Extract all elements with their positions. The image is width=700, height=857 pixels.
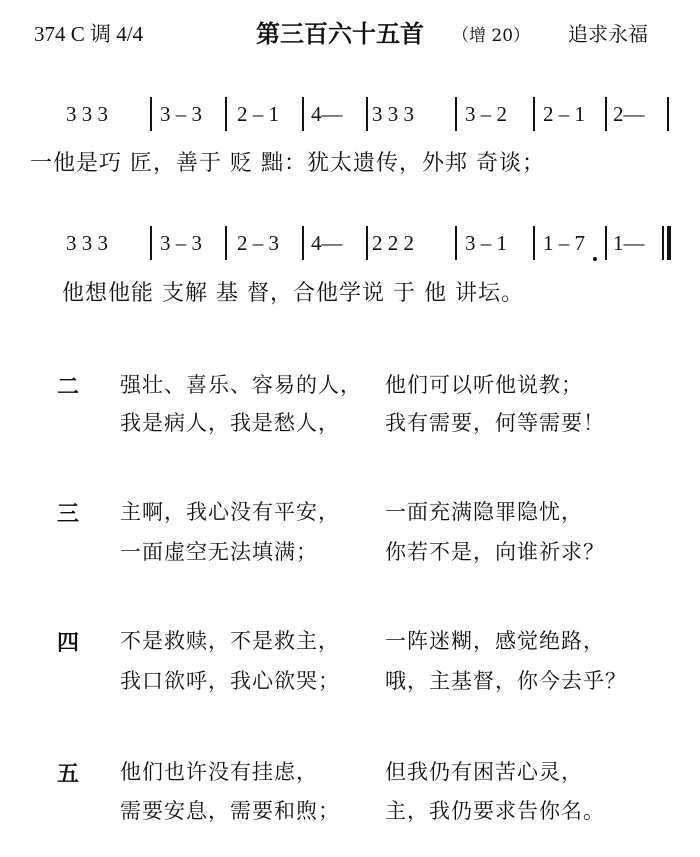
barline bbox=[605, 226, 607, 260]
barline bbox=[225, 226, 227, 260]
low-octave-dot bbox=[593, 257, 597, 261]
barline bbox=[225, 97, 227, 131]
barline bbox=[533, 226, 535, 260]
measure-8: 1–– bbox=[613, 231, 645, 255]
barline bbox=[366, 226, 368, 260]
verse-line: 我有需要，何等需要！ bbox=[385, 411, 605, 435]
verse-line: 哦，主基督，你今去乎？ bbox=[385, 669, 627, 693]
measure-6: 3 – 2 bbox=[465, 102, 507, 126]
hymn-category: 追求永福 bbox=[568, 22, 648, 46]
hymn-number-key-meter: 374 C 调 4/4 bbox=[34, 22, 144, 46]
verse-line: 主，我仍要求告你名。 bbox=[385, 799, 605, 823]
measure-6: 3 – 1 bbox=[465, 231, 507, 255]
notation-row-1 bbox=[0, 97, 700, 137]
measure-5: 3 3 3 bbox=[372, 102, 414, 126]
barline bbox=[150, 97, 152, 131]
notation-row-2 bbox=[0, 226, 700, 266]
measure-7: 2 – 1 bbox=[543, 102, 585, 126]
barline bbox=[302, 226, 304, 260]
hymn-subtitle: （增 20） bbox=[452, 26, 531, 46]
verse-number: 四 bbox=[57, 630, 80, 656]
verse-line: 需要安息，需要和煦； bbox=[120, 799, 340, 823]
measure-3: 2 – 1 bbox=[237, 102, 279, 126]
measure-3: 2 – 3 bbox=[237, 231, 279, 255]
verse-number: 五 bbox=[57, 761, 80, 787]
measure-2: 3 – 3 bbox=[160, 102, 202, 126]
final-barline-thick bbox=[667, 226, 671, 260]
verse-line: 强壮、喜乐、容易的人， bbox=[120, 373, 362, 397]
barline bbox=[150, 226, 152, 260]
verse-line: 不是救赎，不是救主， bbox=[120, 629, 340, 653]
measure-4: 4–– bbox=[311, 102, 343, 126]
verse-line: 一面充满隐罪隐忧， bbox=[385, 500, 583, 524]
measure-1: 3 3 3 bbox=[66, 102, 108, 126]
measure-1: 3 3 3 bbox=[66, 231, 108, 255]
verse-line: 你若不是，向谁祈求？ bbox=[385, 540, 605, 564]
measure-8: 2–– bbox=[613, 102, 645, 126]
measure-5: 2 2 2 bbox=[372, 231, 414, 255]
barline bbox=[455, 97, 457, 131]
measure-7: 1 – 7 bbox=[543, 231, 585, 255]
hymn-title: 第三百六十五首 bbox=[256, 19, 424, 48]
verse-line: 他们可以听他说教； bbox=[385, 373, 583, 397]
verse-number: 二 bbox=[57, 374, 80, 400]
barline bbox=[302, 97, 304, 131]
verse-line: 他们也许没有挂虑， bbox=[120, 760, 318, 784]
verse-line: 主啊，我心没有平安， bbox=[120, 500, 340, 524]
verse-line: 我是病人，我是愁人， bbox=[120, 411, 340, 435]
verse-line: 我口欲呼，我心欲哭； bbox=[120, 669, 340, 693]
barline bbox=[533, 97, 535, 131]
barline bbox=[667, 97, 669, 131]
final-barline-thin bbox=[662, 226, 664, 260]
verse-line: 但我仍有困苦心灵， bbox=[385, 760, 583, 784]
verse-line: 一面虚空无法填满； bbox=[120, 540, 318, 564]
verse-line: 一阵迷糊，感觉绝路， bbox=[385, 629, 605, 653]
lyric-line-1: 一他是巧 匠，善于 贬 黜：犹太遗传，外邦 奇谈； bbox=[30, 151, 545, 176]
measure-2: 3 – 3 bbox=[160, 231, 202, 255]
barline bbox=[366, 97, 368, 131]
measure-4: 4–– bbox=[311, 231, 343, 255]
verse-number: 三 bbox=[57, 501, 80, 527]
barline bbox=[605, 97, 607, 131]
lyric-line-2: 他想他能 支解 基 督，合他学说 于 他 讲坛。 bbox=[62, 281, 524, 306]
barline bbox=[455, 226, 457, 260]
